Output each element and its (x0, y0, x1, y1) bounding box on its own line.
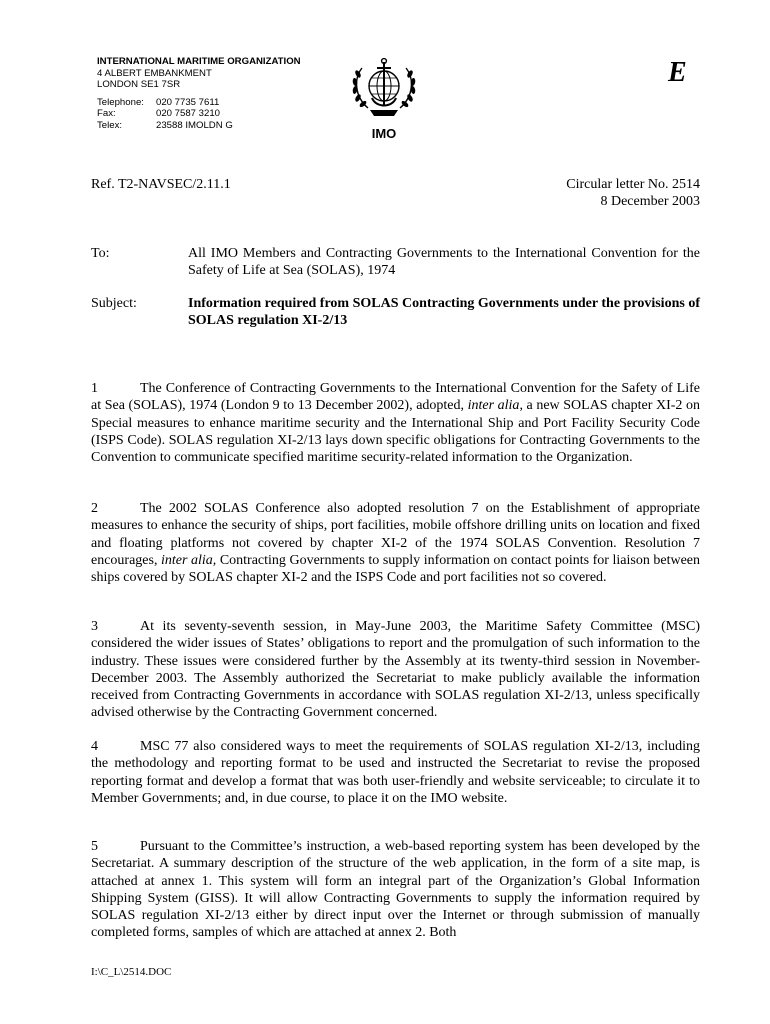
paragraph-text: MSC 77 also considered ways to meet the requirements of SOLAS regulation XI-2/13, including the methodology and reporting format to be used and instructed the Secretariat to revise the proposed reporting format and develop a format that was both user-friendly and website serviceable; to circulate it to Member Governments; and, in due course, to place it on the IMO website. (91, 739, 700, 806)
subject-value: Information required from SOLAS Contracting Governments under the provisions of SOLAS regulation XI-2/13 (188, 296, 700, 329)
to-label: To: (91, 246, 110, 261)
subject-field (91, 295, 700, 329)
paragraph-text: At its seventy-seventh session, in May-June 2003, the Maritime Safety Committee (MSC) considered the wider issues of States’ obligations to report and the promulgation of such information to the industry. These issues were considered further by the Assembly at its twenty-third session in November-December 2003. The Assembly authorized the Secretariat to make publicly available the information received from Contracting Governments in accordance with SOLAS regulation XI-2/13, unless specifically advised otherwise by the Contracting Government concerned. (91, 619, 700, 721)
address-line-2: LONDON SE1 7SR (97, 79, 181, 91)
fax-row (97, 108, 233, 120)
telex-value: 23588 IMOLDN G (156, 119, 233, 131)
paragraph-text: , a new SOLAS chapter XI-2 on Special measures to enhance maritime security and the International Ship and Port Facility Security Code (ISPS Code). SOLAS regulation XI-2/13 lays down specific obligations for Contracting Governments to the Convention to communicate specified maritime security-related information to the Organization. (91, 398, 701, 465)
telex-row (97, 120, 233, 132)
circular-info (566, 176, 700, 210)
paragraph-text: The Conference of Contracting Governments to the International Convention for the Safety of Life at Sea (SOLAS), 1974 (London 9 to 13 December 2002), adopted, (91, 381, 700, 414)
telex-label: Telex: (97, 119, 123, 131)
logo-caption: IMO (371, 126, 397, 141)
paragraph-3 (91, 618, 700, 722)
paragraph-text: The 2002 SOLAS Conference also adopted resolution 7 on the Establishment of appropriate measures to enhance the security of ships, port facilities, mobile offshore drilling units on location and fixed and floating platforms not covered by chapter XI-2 of the 1974 SOLAS Convention. Resolution 7 encourages, (91, 501, 700, 568)
imo-logo (346, 56, 422, 141)
paragraph-4 (91, 738, 700, 807)
to-value: All IMO Members and Contracting Governments to the International Convention for the Safety of Life at Sea (SOLAS), 1974 (188, 246, 700, 279)
organization-name: INTERNATIONAL MARITIME ORGANIZATION (97, 56, 301, 67)
contact-details (97, 97, 233, 132)
paragraph-number: 1 (91, 381, 98, 396)
to-field (91, 245, 700, 279)
paragraph-number: 3 (91, 619, 98, 634)
circular-date: 8 December 2003 (600, 194, 700, 209)
subject-label: Subject: (91, 296, 137, 311)
paragraph-2 (91, 500, 700, 586)
reference-number: Ref. T2-NAVSEC/2.11.1 (91, 177, 231, 192)
organization-header (97, 56, 301, 132)
paragraph-text: Pursuant to the Committee’s instruction, a web-based reporting system has been developed by the Secretariat. A summary description of the structure of the web application, in the form of a site map, is attached at annex 1. This system will form an integral part of the Organization’s Global Information Shipping System (GISS). It will allow Contracting Governments to supply the information required by SOLAS regulation XI-2/13 either by direct input over the Internet or through submission of manually completed forms, samples of which are attached at annex 2. Both (91, 839, 700, 941)
paragraph-5 (91, 838, 700, 942)
address-line-1: 4 ALBERT EMBANKMENT (97, 67, 212, 79)
telephone-label: Telephone: (97, 96, 144, 108)
circular-number: Circular letter No. 2514 (566, 177, 700, 192)
language-code: E (668, 57, 687, 88)
paragraph-number: 5 (91, 839, 98, 854)
imo-emblem-icon (348, 56, 420, 120)
paragraph-number: 4 (91, 739, 98, 754)
paragraph-italic: inter alia (467, 398, 520, 414)
telephone-row (97, 97, 233, 109)
paragraph-number: 2 (91, 501, 98, 516)
telephone-value: 020 7735 7611 (156, 96, 220, 108)
paragraph-italic: inter alia, (161, 552, 217, 568)
file-reference: I:\C_L\2514.DOC (91, 966, 172, 978)
fax-label: Fax: (97, 108, 116, 120)
fax-value: 020 7587 3210 (156, 108, 221, 120)
paragraph-text: Contracting Governments to supply information on contact points for liaison between ships covered by SOLAS chapter XI-2 and the ISPS Code and port facilities not so covered. (91, 552, 700, 585)
paragraph-1 (91, 380, 700, 466)
